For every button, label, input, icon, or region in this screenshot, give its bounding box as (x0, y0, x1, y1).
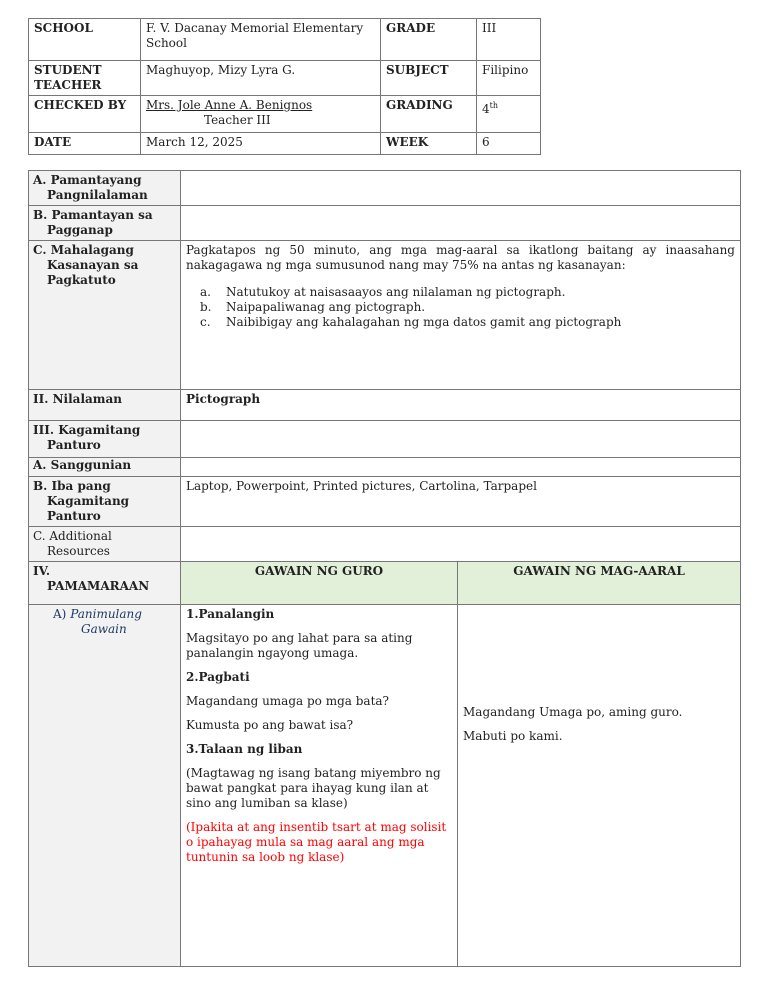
objective-marker: b. (200, 300, 212, 314)
label-line: C. Additional (33, 529, 112, 543)
teacher-line: Magsitayo po ang lahat para sa ating panalangin ngayong umaga. (186, 631, 413, 660)
iba-pang-kagamitan-value: Laptop, Powerpoint, Printed pictures, Cartolina, Tarpapel (181, 477, 741, 527)
checked-by-value (141, 96, 381, 133)
label-line: A. Pamantayang (33, 173, 142, 187)
objectives-intro: Pagkatapos ng 50 minuto, ang mga mag-aaral sa ikatlong baitang ay inaasahang nakagagawa ng mga sumusunod nang may 75% na antas ng kasanayan: (186, 243, 735, 272)
student-teacher-label: STUDENT TEACHER (29, 61, 141, 96)
pamantayang-pangnilalaman-value (181, 171, 741, 206)
student-teacher-value: Maghuyop, Mizy Lyra G. (141, 61, 381, 96)
label-line: Resources (47, 544, 110, 558)
gawain-guro-cell (181, 605, 458, 967)
subject-value: Filipino (477, 61, 541, 96)
objective-item (200, 315, 735, 330)
teacher-note: (Ipakita at ang insentib tsart at mag solisit o ipahayag mula sa mag aaral ang mga tuntunin sa loob ng klase) (186, 820, 447, 864)
label-line: III. Kagamitang (33, 423, 141, 437)
label-line: Kagamitang (47, 494, 130, 508)
date-label: DATE (29, 133, 141, 155)
label-line: B. Iba pang (33, 479, 111, 493)
gawain-mag-aaral-cell (458, 605, 741, 967)
lesson-plan-table (28, 170, 741, 967)
pamantayang-pangnilalaman-label (29, 171, 181, 206)
kasanayan-label (29, 241, 181, 390)
objective-item (200, 300, 735, 315)
label-line: IV. (33, 564, 51, 578)
subject-label: SUBJECT (381, 61, 477, 96)
school-label: SCHOOL (29, 19, 141, 61)
label-line: PAMAMARAAN (47, 579, 150, 593)
additional-resources-label (29, 527, 181, 562)
teacher-line: Magandang umaga po mga bata? (186, 694, 389, 708)
additional-resources-value (181, 527, 741, 562)
label-line: Gawain (81, 622, 127, 636)
section-heading: 2.Pagbati (186, 670, 250, 684)
objective-text: Naibibigay ang kahalagahan ng mga datos gamit ang pictograph (226, 315, 622, 329)
checked-by-title: Teacher III (204, 113, 271, 127)
student-response: Magandang Umaga po, aming guro. (463, 705, 683, 719)
school-value: F. V. Dacanay Memorial Elementary School (141, 19, 381, 61)
lesson-header-table (28, 18, 541, 155)
pamamaraan-label (29, 562, 181, 605)
grading-label: GRADING (381, 96, 477, 133)
week-label: WEEK (381, 133, 477, 155)
kagamitang-panturo-label (29, 421, 181, 458)
label-line: B. Pamantayan sa (33, 208, 153, 222)
student-response: Mabuti po kami. (463, 729, 563, 743)
section-heading: 3.Talaan ng liban (186, 742, 303, 756)
label-line: Panturo (47, 438, 101, 452)
objectives-list (186, 285, 735, 330)
label-line: Panturo (47, 509, 101, 523)
grade-value: III (477, 19, 541, 61)
date-value: March 12, 2025 (141, 133, 381, 155)
label-marker: A) (53, 607, 67, 621)
week-value: 6 (477, 133, 541, 155)
checked-by-name: Mrs. Jole Anne A. Benignos (146, 98, 313, 112)
grading-value (477, 96, 541, 133)
nilalaman-label: II. Nilalaman (29, 390, 181, 421)
pamantayan-pagganap-value (181, 206, 741, 241)
label-line: Panimulang (70, 607, 142, 621)
teacher-line: Kumusta po ang bawat isa? (186, 718, 354, 732)
objective-text: Naipapaliwanag ang pictograph. (226, 300, 426, 314)
checked-by-label: CHECKED BY (29, 96, 141, 133)
label-line: Pagkatuto (47, 273, 116, 287)
pamantayan-pagganap-label (29, 206, 181, 241)
objective-text: Natutukoy at naisasaayos ang nilalaman ng pictograph. (226, 285, 566, 299)
sanggunian-label: A. Sanggunian (29, 458, 181, 477)
objective-marker: c. (200, 315, 211, 329)
iba-pang-kagamitan-label (29, 477, 181, 527)
label-line: Pagganap (47, 223, 113, 237)
teacher-line: (Magtawag ng isang batang miyembro ng bawat pangkat para ihayag kung ilan at sino ang lumiban sa klase) (186, 766, 441, 810)
grading-suffix: th (489, 101, 499, 110)
label-line: Kasanayan sa (47, 258, 139, 272)
gawain-guro-header: GAWAIN NG GURO (181, 562, 458, 605)
kasanayan-value (181, 241, 741, 390)
panimulang-gawain-label (29, 605, 181, 967)
sanggunian-value (181, 458, 741, 477)
section-heading: 1.Panalangin (186, 607, 275, 621)
nilalaman-value: Pictograph (181, 390, 741, 421)
grading-number: 4 (482, 102, 490, 116)
objective-item (200, 285, 735, 300)
grade-label: GRADE (381, 19, 477, 61)
gawain-mag-aaral-header: GAWAIN NG MAG-AARAL (458, 562, 741, 605)
label-line: C. Mahalagang (33, 243, 134, 257)
kagamitang-panturo-value (181, 421, 741, 458)
objective-marker: a. (200, 285, 211, 299)
label-line: Pangnilalaman (47, 188, 148, 202)
